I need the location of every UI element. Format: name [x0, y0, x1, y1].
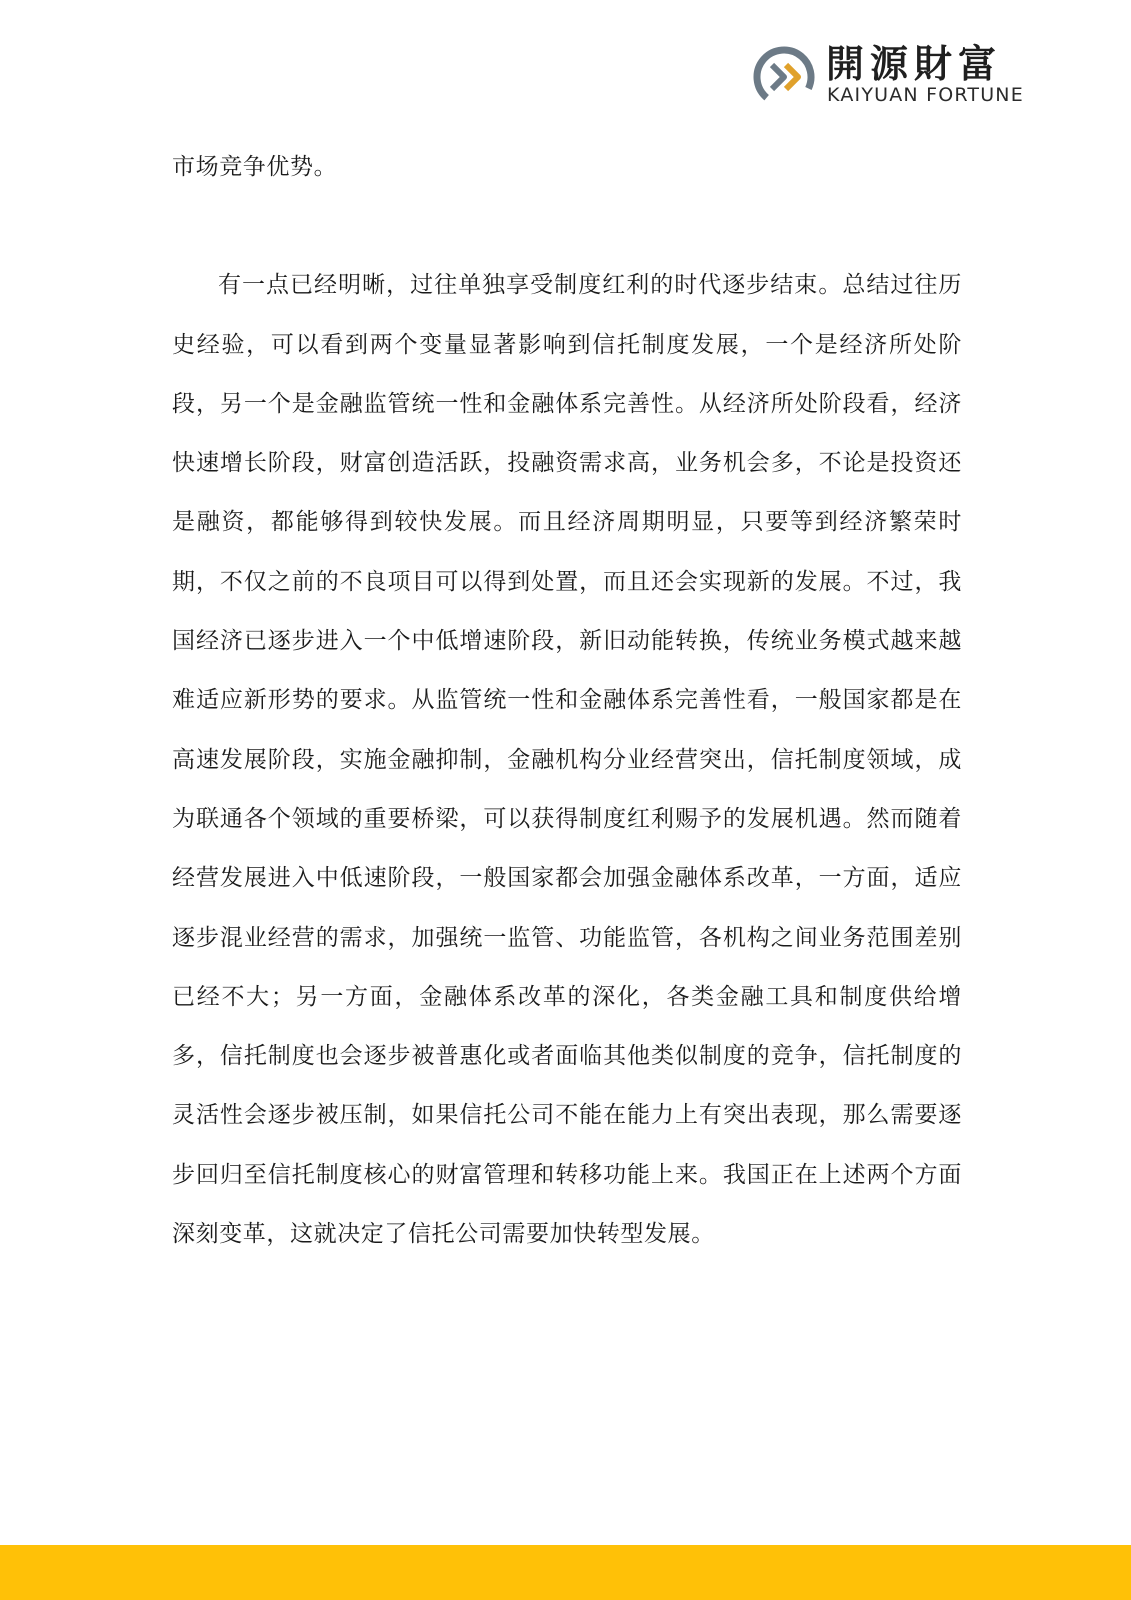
footer-bar [0, 1545, 1131, 1600]
logo-english-name: KAIYUAN FORTUNE [827, 84, 1024, 106]
logo-chinese-name: 開源財富 [826, 42, 1003, 86]
paragraph-main: 有一点已经明晰，过往单独享受制度红利的时代逐步结束。总结过往历史经验，可以看到两个变量显著影响到信托制度发展，一个是经济所处阶段，另一个是金融监管统一性和金融体系完善性。从经济所处阶段看，经济快速增长阶段，财富创造活跃，投融资需求高，业务机会多，不论是投资还是融资，都能够得到较快发展。而且经济周期明显，只要等到经济繁荣时期，不仅之前的不良项目可以得到处置，而且还会实现新的发展。不过，我国经济已逐步进入一个中低增速阶段，新旧动能转换，传统业务模式越来越难适应新形势的要求。从监管统一性和金融体系完善性看，一般国家都是在高速发展阶段，实施金融抑制，金融机构分业经营突出，信托制度领域，成为联通各个领域的重要桥梁，可以获得制度红利赐予的发展机遇。然而随着经营发展进入中低速阶段，一般国家都会加强金融体系改革，一方面，适应逐步混业经营的需求，加强统一监管、功能监管，各机构之间业务范围差别已经不大；另一方面，金融体系改革的深化，各类金融工具和制度供给增多，信托制度也会逐步被普惠化或者面临其他类似制度的竞争，信托制度的灵活性会逐步被压制，如果信托公司不能在能力上有突出表现，那么需要逐步回归至信托制度核心的财富管理和转移功能上来。我国正在上述两个方面深刻变革，这就决定了信托公司需要加快转型发展。 [172, 272, 962, 1248]
kaiyuan-logo-icon [752, 45, 816, 109]
document-body [172, 138, 962, 1264]
company-logo [752, 42, 1042, 112]
paragraph-continuation: 市场竞争优势。 [172, 154, 338, 180]
